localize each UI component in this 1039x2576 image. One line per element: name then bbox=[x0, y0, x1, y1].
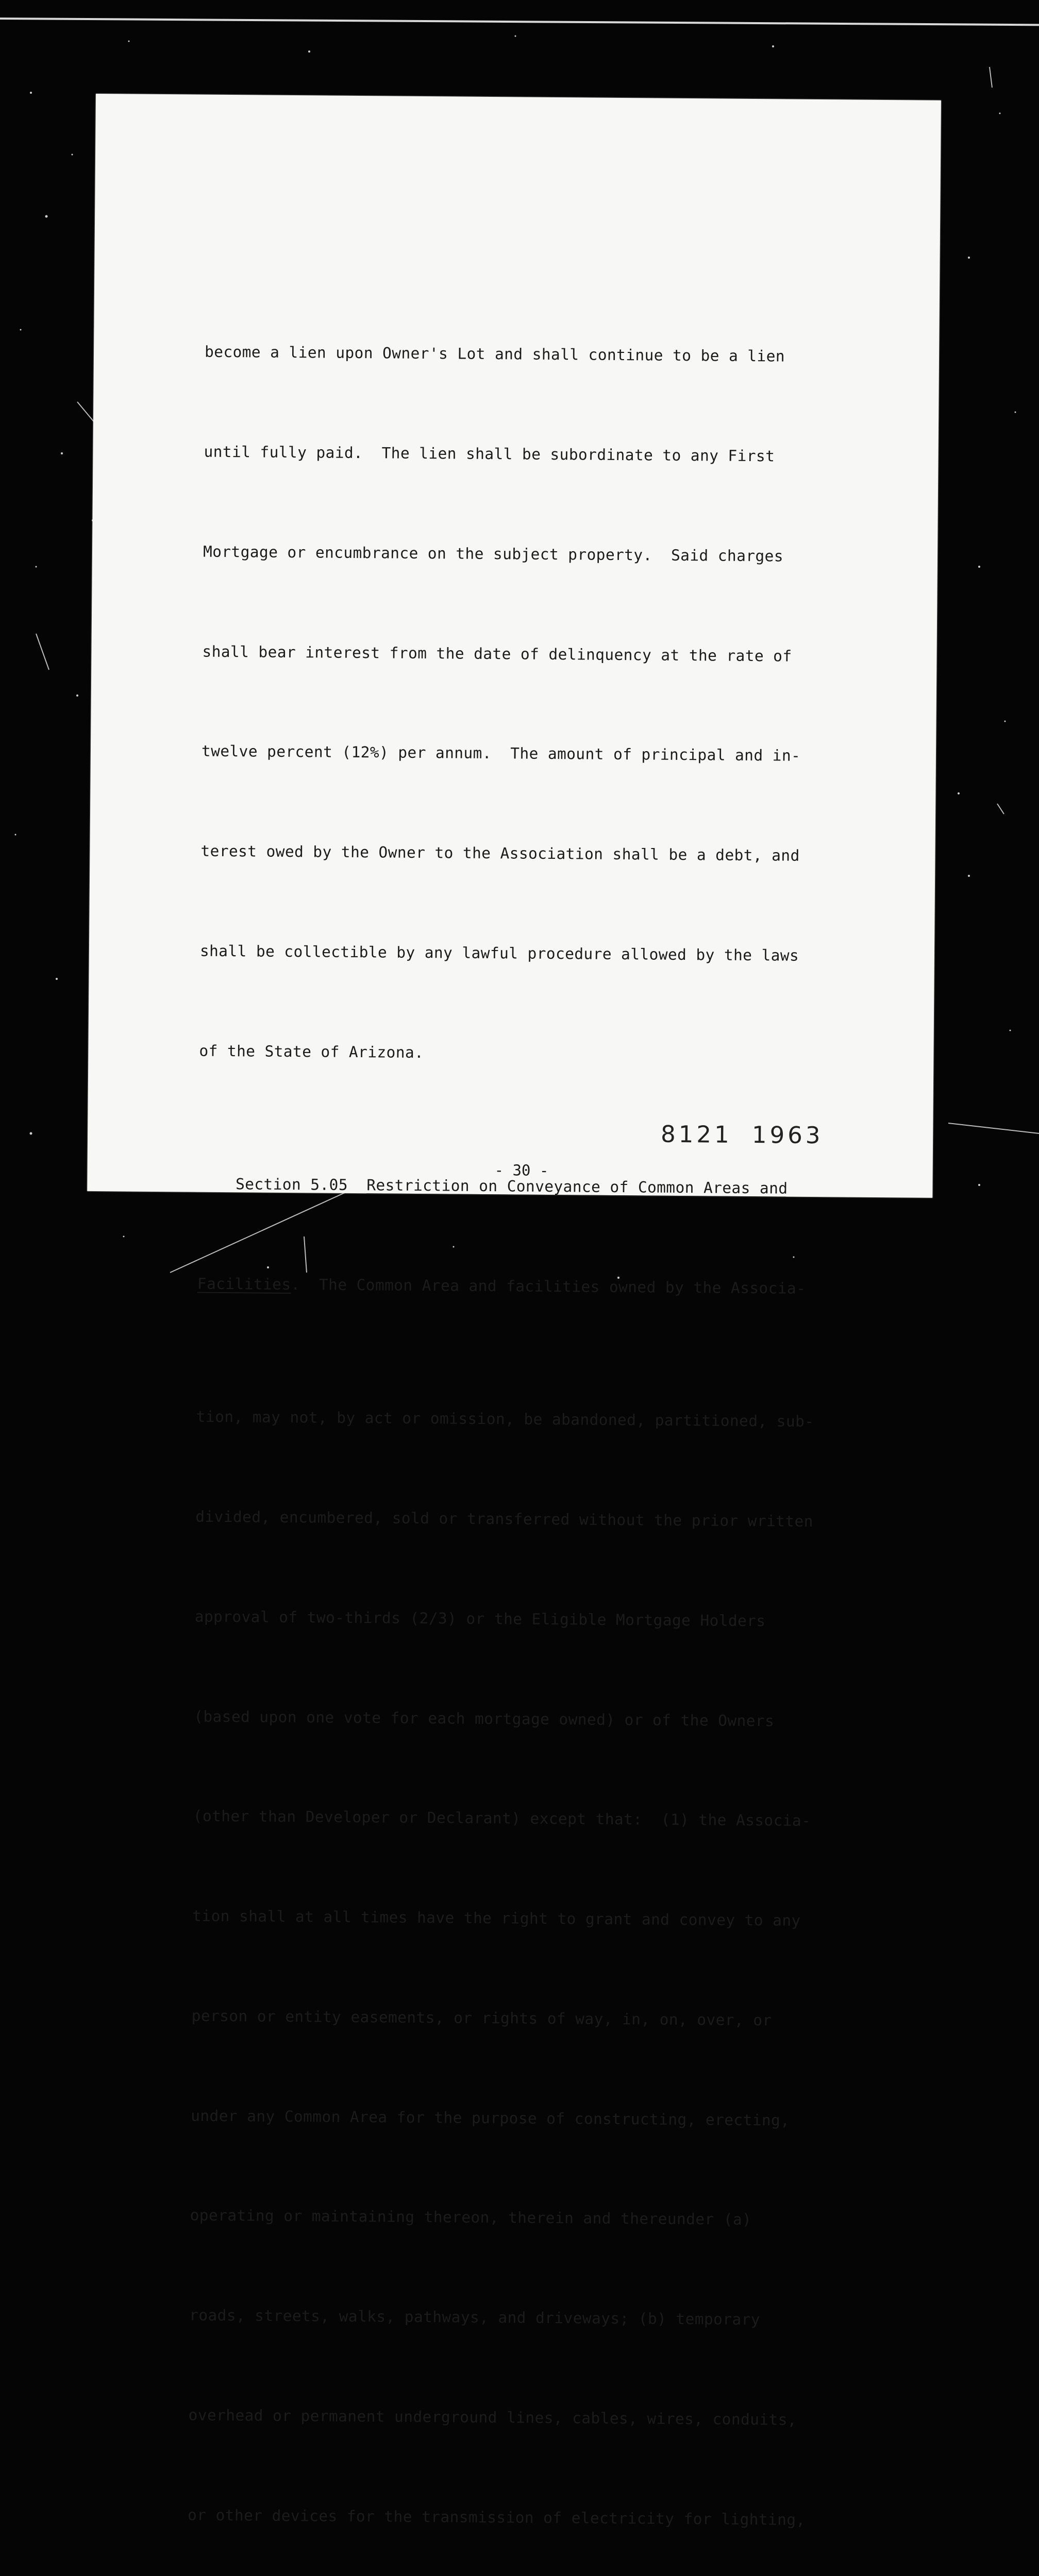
section-first-line bbox=[197, 1267, 857, 1306]
section-heading-continued: Facilities bbox=[197, 1275, 291, 1293]
text-line: until fully paid. The lien shall be subordinate to any First bbox=[204, 443, 775, 465]
text-line: approval of two-thirds (2/3) or the Eligible Mortgage Holders bbox=[194, 1607, 766, 1630]
text-line: (based upon one vote for each mortgage owned) or of the Owners bbox=[194, 1707, 775, 1730]
text-line: overhead or permanent underground lines, cables, wires, conduits, bbox=[188, 2406, 797, 2429]
text-line: tion, may not, by act or omission, be abandoned, partitioned, sub- bbox=[196, 1408, 814, 1431]
page-number: - 30 - bbox=[494, 1161, 549, 1179]
text-line: operating or maintaining thereon, therein and thereunder (a) bbox=[190, 2206, 752, 2229]
document-page bbox=[87, 94, 941, 2529]
text-line: person or entity easements, or rights of way, in, on, over, or bbox=[191, 2007, 772, 2029]
text-line: under any Common Area for the purpose of constructing, erecting, bbox=[191, 2107, 790, 2129]
text-line: become a lien upon Owner's Lot and shall continue to be a lien bbox=[204, 343, 785, 365]
text-line: terest owed by the Owner to the Association shall be a debt, and bbox=[200, 842, 800, 865]
text-line: shall be collectible by any lawful procedure allowed by the laws bbox=[199, 942, 799, 964]
section-text: . The Common Area and facilities owned by the Associa- bbox=[291, 1275, 806, 1297]
text-line: twelve percent (12%) per annum. The amount of principal and in- bbox=[201, 742, 801, 765]
text-line: divided, encumbered, sold or transferred without the prior written bbox=[195, 1507, 814, 1530]
record-number: 8121 1963 bbox=[660, 1120, 824, 1149]
document-body bbox=[186, 269, 865, 2576]
text-line: roads, streets, walks, pathways, and driveways; (b) temporary bbox=[189, 2306, 761, 2329]
text-line: of the State of Arizona. bbox=[199, 1042, 424, 1061]
text-line: Mortgage or encumbrance on the subject property. Said charges bbox=[203, 543, 784, 565]
text-line: shall bear interest from the date of delinquency at the rate of bbox=[202, 642, 792, 665]
text-line: (other than Developer or Declarant) except that: (1) the Associa- bbox=[193, 1807, 811, 1830]
section-number: Section 5.05 bbox=[198, 1175, 367, 1194]
section-heading: Restriction on Conveyance of Common Areas and bbox=[366, 1176, 788, 1197]
text-line: or other devices for the transmission of electricity for lighting, bbox=[187, 2506, 806, 2529]
text-line: tion shall at all times have the right to grant and convey to any bbox=[192, 1907, 801, 1929]
